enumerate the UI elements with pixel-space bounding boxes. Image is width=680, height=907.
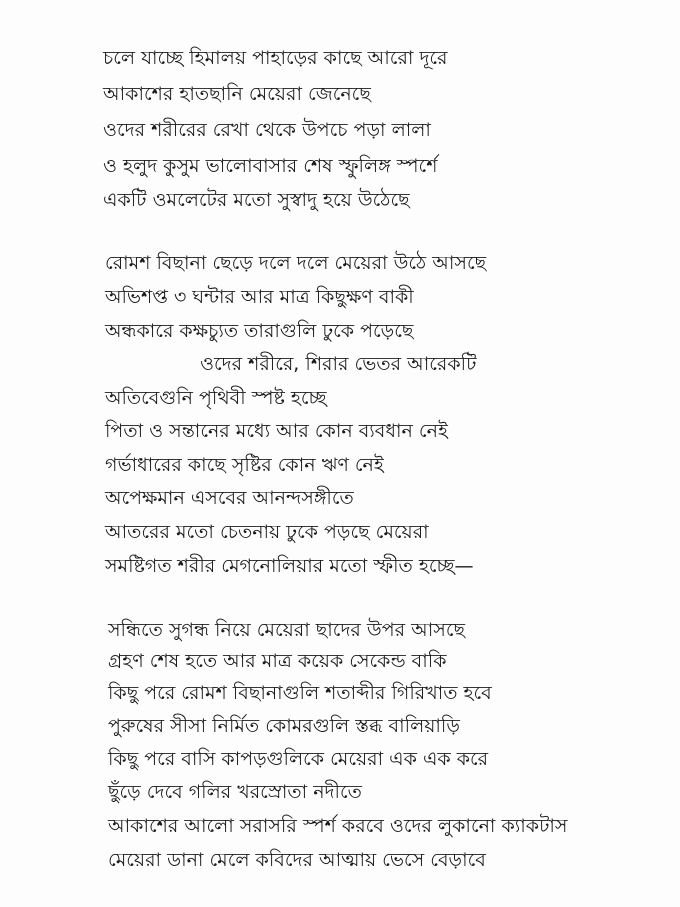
poem-line: পিতা ও সন্তানের মধ্যে আর কোন ব্যবধান নেই [105, 420, 448, 442]
poem-line: রোমশ বিছানা ছেড়ে দলে দলে মেয়েরা উঠে আসছে [105, 252, 487, 274]
poem-line: গর্ভাধারের কাছে সৃষ্টির কোন ঋণ নেই [105, 454, 384, 476]
poem-line: একটি ওমলেটের মতো সুস্বাদু হয়ে উঠেছে [103, 189, 410, 211]
poem-line: সমষ্টিগত শরীর মেগনোলিয়ার মতো স্ফীত হচ্ছে— [105, 555, 474, 577]
poem-line: অভিশপ্ত ৩ ঘন্টার আর মাত্র কিছুক্ষণ বাকী [105, 286, 414, 308]
poem-line: চলে যাচ্ছে হিমালয় পাহাড়ের কাছে আরো দূরে [103, 47, 448, 69]
poem-line: সন্ধিতে সুগন্ধ নিয়ে মেয়েরা ছাদের উপর আসছে [108, 619, 465, 641]
poem-line: অতিবেগুনি পৃথিবী স্পষ্ট হচ্ছে [105, 387, 327, 409]
poem-line-indented: ওদের শরীরে, শিরার ভেতর আরেকটি [200, 353, 477, 375]
poem-line: কিছু পরে রোমশ বিছানাগুলি শতাব্দীর গিরিখাত হবে [108, 682, 492, 704]
poem-line: মেয়েরা ডানা মেলে কবিদের আত্মায় ভেসে বেড়াবে [108, 849, 486, 871]
poem-line: ওদের শরীরের রেখা থেকে উপচে পড়া লালা [103, 119, 431, 141]
poem-line: অন্ধকারে কক্ষচ্যুত তারাগুলি ঢুকে পড়েছে [105, 320, 414, 342]
poem-line: কিছু পরে বাসি কাপড়গুলিকে মেয়েরা এক এক করে [108, 748, 489, 770]
poem-line: আকাশের আলো সরাসরি স্পর্শ করবে ওদের লুকানো ক্যাকটাস [108, 815, 568, 837]
poem-line: আকাশের হাতছানি মেয়েরা জেনেছে [103, 83, 371, 105]
poem-line: ও হলুদ কুসুম ভালোবাসার শেষ স্ফুলিঙ্গ স্পর্শে [103, 155, 438, 177]
poem-line: পুরুষের সীসা নির্মিত কোমরগুলি স্তব্ধ বালিয়াড়ি [108, 715, 460, 737]
poem-line: গ্রহণ শেষ হতে আর মাত্র কয়েক সেকেন্ড বাকি [108, 650, 447, 672]
poem-line: ছুঁড়ে দেবে গলির খরস্রোতা নদীতে [108, 781, 362, 803]
poem-line: অপেক্ষমান এসবের আনন্দসঙ্গীতে [105, 487, 354, 509]
poem-line: আতরের মতো চেতনায় ঢুকে পড়ছে মেয়েরা [105, 521, 429, 543]
